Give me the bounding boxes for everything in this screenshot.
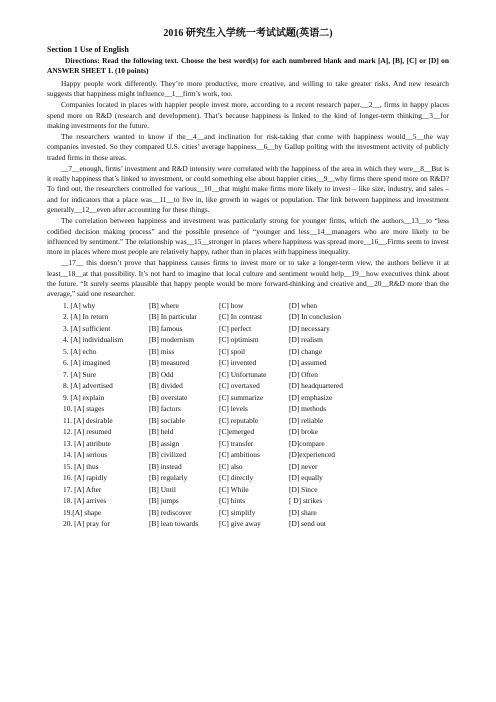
option-choice: [C] give away — [219, 519, 261, 529]
option-choice: [D] when — [289, 300, 318, 310]
paragraph-1: Happy people work differently. They’re more productive, more creative, and willing to take greater risks. And new research suggests that happiness might influence__1__firm’s work, too. — [47, 78, 449, 99]
option-choice: [D] reliable — [289, 415, 324, 425]
option-choice: [C] levels — [219, 404, 248, 414]
option-choice: 8. [A] advertised — [63, 381, 113, 391]
page-title: 2016 研究生入学统一考试试题(英语二) — [163, 28, 333, 39]
option-choice: [C] perfect — [219, 323, 252, 333]
option-choice: 6. [A] imagined — [63, 358, 110, 368]
option-row — [63, 301, 379, 313]
option-choice: [C] simplify — [219, 507, 256, 517]
option-choice: 15. [A] thus — [63, 461, 99, 471]
option-row — [63, 439, 379, 451]
paragraph-6: __17__ this doesn’t prove that happiness causes firms to invest more or to take a longer-term view, the authors believe it at least__18__at that possibility. It’s not hard to imagine that local culture and sentiment would help__19__how executives think about the future. “It surely seems plausible that happy people would be more forward-thinking and creative and__20__R&D more than the average,” said one researcher. — [47, 258, 449, 299]
option-choice: [B] divided — [149, 381, 183, 391]
option-choice: 4. [A] individualism — [63, 335, 124, 345]
option-choice: [C] ambitious — [219, 450, 260, 460]
option-row — [63, 496, 379, 508]
option-choice: 2. [A] In return — [63, 312, 109, 322]
option-row — [63, 370, 379, 382]
option-choice: [B] Until — [149, 484, 176, 494]
directions: Directions: Read the following text. Choose the best word(s) for each numbered blank and mark [A], [B], [C] or [D] on ANSWER SHEET 1. (10 points) — [47, 56, 449, 76]
section-heading: Section 1 Use of English — [47, 45, 129, 54]
option-choice: [D] equally — [289, 473, 323, 483]
paragraph-3: The researchers wanted to know if the__4__and inclination for risk-taking that come with happiness would__5__the way companies invested. So they compared U.S. cities’ average happiness__6__by Gallup polling with the investment activity of publicly traded firms in those areas. — [47, 131, 449, 162]
option-choice: [C] how — [219, 300, 244, 310]
option-row — [63, 427, 379, 439]
option-choice: 1. [A] why — [63, 300, 96, 310]
option-choice: [B] lean towards — [149, 519, 199, 529]
option-choice: [D] send out — [289, 519, 326, 529]
option-row — [63, 404, 379, 416]
option-choice: [D] realism — [289, 335, 323, 345]
option-choice: [D] never — [289, 461, 318, 471]
options-table — [63, 301, 379, 531]
option-choice: 16. [A] rapidly — [63, 473, 108, 483]
option-choice: [B] civilized — [149, 450, 187, 460]
option-choice: 19.[A] shape — [63, 507, 102, 517]
option-choice: 17. [A] After — [63, 484, 102, 494]
option-choice: 11. [A] desirable — [63, 415, 113, 425]
option-choice: [D] methods — [289, 404, 327, 414]
option-choice: [C]emerged — [219, 427, 255, 437]
option-choice: [B] miss — [149, 346, 175, 356]
option-choice: [B] famous — [149, 323, 183, 333]
option-choice: [B] rediscover — [149, 507, 192, 517]
option-choice: [B] jumps — [149, 496, 179, 506]
option-choice: [B] In particular — [149, 312, 198, 322]
option-choice: [D] share — [289, 507, 317, 517]
paragraph-2: Companies located in places with happier people invest more, according to a recent research paper.__2__, firms in happy places spend more on R&D (research and development). That’s because happiness is linked to the kind of longer-term thinking__3__for making investments for the future. — [47, 100, 449, 130]
option-choice: [C] spoil — [219, 346, 246, 356]
option-choice: [C] optimism — [219, 335, 259, 345]
option-choice: [B] measured — [149, 358, 190, 368]
option-choice: 13. [A] attribute — [63, 438, 111, 448]
option-choice: [D] necessary — [289, 323, 330, 333]
option-row — [63, 312, 379, 324]
option-row — [63, 416, 379, 428]
option-choice: [C] also — [219, 461, 243, 471]
option-choice: [C] directly — [219, 473, 254, 483]
option-choice: 5. [A] echo — [63, 346, 97, 356]
option-choice: [D] headquartered — [289, 381, 343, 391]
option-choice: 7. [A] Sure — [63, 369, 97, 379]
option-row — [63, 519, 379, 531]
option-choice: [C] summarize — [219, 392, 264, 402]
option-choice: 9. [A] explain — [63, 392, 105, 402]
option-row — [63, 485, 379, 497]
option-choice: [C] overtaxed — [219, 381, 260, 391]
option-choice: [C] invented — [219, 358, 257, 368]
option-choice: [D] assumed — [289, 358, 327, 368]
option-choice: [B] overstate — [149, 392, 188, 402]
option-choice: [C] transfer — [219, 438, 254, 448]
option-choice: [D] change — [289, 346, 323, 356]
option-choice: [D]compare — [289, 438, 325, 448]
option-row — [63, 508, 379, 520]
option-row — [63, 358, 379, 370]
option-choice: [D] Since — [289, 484, 318, 494]
option-choice: [ D] strikes — [289, 496, 323, 506]
paragraph-4: __7__enough, firms’ investment and R&D intensity were correlated with the happiness of the area in which they were__8__But is it really happiness that’s linked to investment, or could something else about happier cities__9__why firms there spend more on R&D? To find out, the researchers controlled for various__10__that might make firms more likely to invest – like size, industry, and sales – and for indicators that a place was__11__to live in, like growth in wages or population. The link between happiness and investment generally__12__even after accounting for these things. — [47, 163, 449, 215]
option-row — [63, 462, 379, 474]
option-row — [63, 450, 379, 462]
option-choice: [C] reputable — [219, 415, 259, 425]
option-choice: [D] In conclusion — [289, 312, 342, 322]
option-choice: [B] factors — [149, 404, 181, 414]
option-choice: [C] hints — [219, 496, 246, 506]
option-choice: 10. [A] stages — [63, 404, 105, 414]
option-choice: [B] Odd — [149, 369, 174, 379]
option-row — [63, 347, 379, 359]
option-choice: 3. [A] sufficient — [63, 323, 111, 333]
option-row — [63, 324, 379, 336]
option-choice: [D]experienced — [289, 450, 335, 460]
option-choice: [D] emphasize — [289, 392, 333, 402]
option-choice: [C] In contrast — [219, 312, 263, 322]
option-choice: [B] instead — [149, 461, 182, 471]
option-choice: [B] where — [149, 300, 179, 310]
option-row — [63, 473, 379, 485]
option-choice: 20. [A] pray for — [63, 519, 110, 529]
option-row — [63, 335, 379, 347]
paragraph-5: The correlation between happiness and investment was particularly strong for younger firms, which the authors__13__to “less codified decision making process” and the possible presence of “younger and less__14__managers who are more likely to be influenced by sentiment.” The relationship was__15__stronger in places where happiness was spread more__16__.Firms seem to invest more in places where most people are relatively happy, rather than in places with happiness inequality. — [47, 216, 449, 257]
option-choice: 18. [A] arrives — [63, 496, 107, 506]
option-choice: [C] Unfortunate — [219, 369, 267, 379]
option-choice: 12. [A] resumed — [63, 427, 112, 437]
option-choice: 14. [A] serious — [63, 450, 108, 460]
option-choice: [D] broke — [289, 427, 318, 437]
option-choice: [B] sociable — [149, 415, 185, 425]
option-choice: [D] Often — [289, 369, 318, 379]
option-choice: [B] assign — [149, 438, 180, 448]
option-choice: [C] While — [219, 484, 249, 494]
option-choice: [B] modernism — [149, 335, 194, 345]
option-choice: [B] held — [149, 427, 174, 437]
option-row — [63, 381, 379, 393]
option-choice: [B] regularly — [149, 473, 188, 483]
option-row — [63, 393, 379, 405]
